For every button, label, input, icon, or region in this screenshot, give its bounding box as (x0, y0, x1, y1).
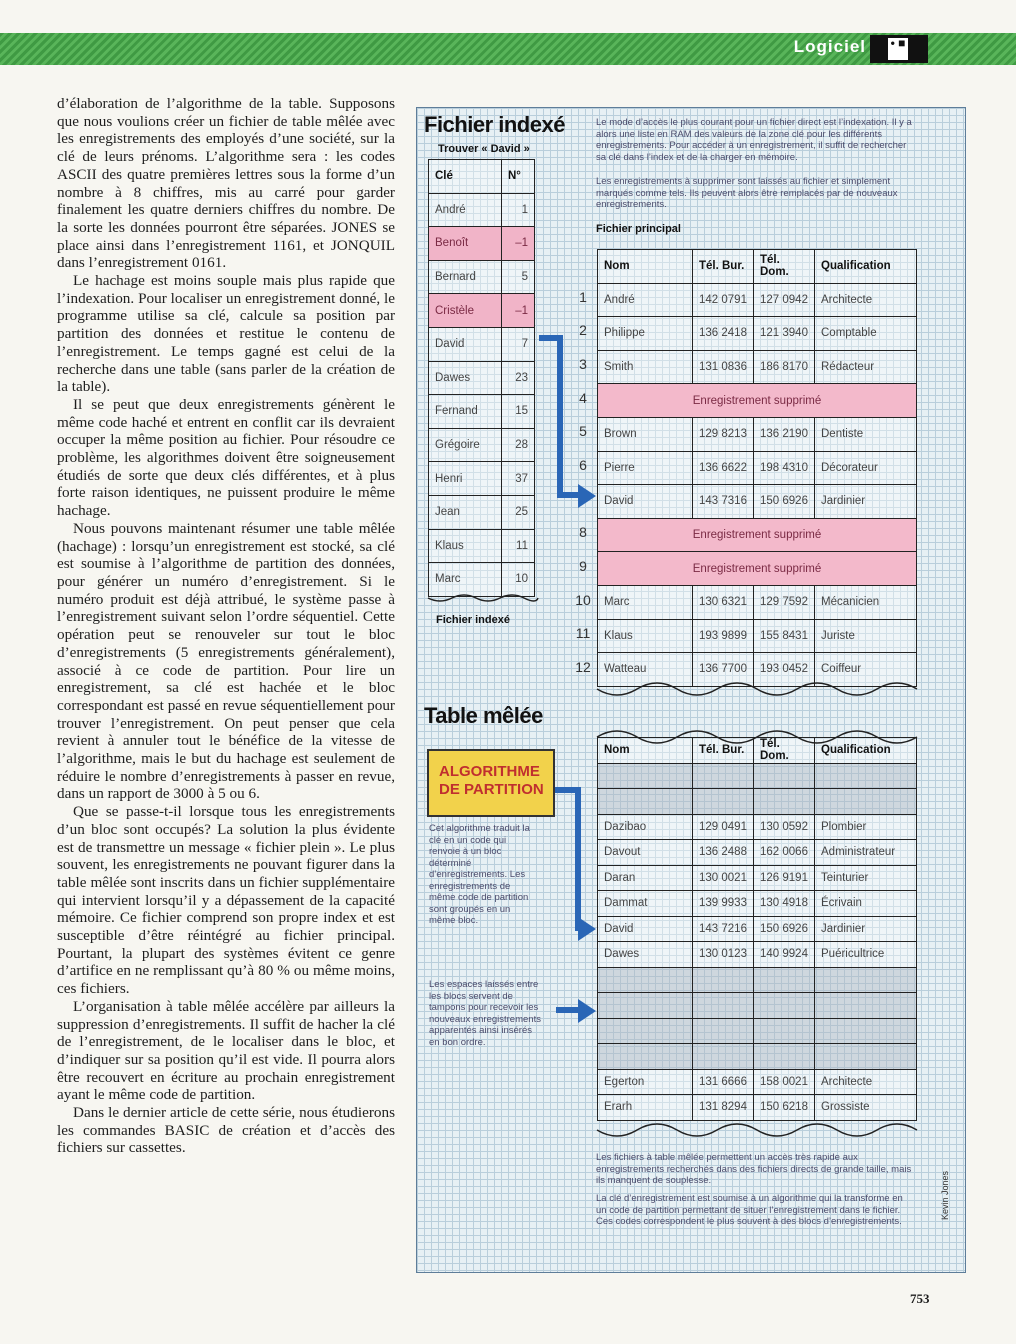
cell-qual: Grossiste (815, 1095, 917, 1121)
index-key: André (429, 193, 502, 227)
cell-name: Philippe (598, 317, 693, 351)
cell-dom: 140 9924 (754, 942, 815, 968)
cell-name: Dammat (598, 891, 693, 917)
cell-bur: 131 0836 (693, 350, 754, 384)
cell-dom: 162 0066 (754, 840, 815, 866)
cell-qual: Administrateur (815, 840, 917, 866)
cell-qual: Jardinier (815, 485, 917, 519)
index-num: 15 (502, 395, 535, 429)
cell-qual: Architecte (815, 1069, 917, 1095)
main-col-name: Nom (598, 250, 693, 284)
hash-col-qual: Qualification (815, 738, 917, 764)
cell-name: Marc (598, 585, 693, 619)
paragraph: Il se peut que deux enregistrements génèrent le même code haché et entrent en conflit car ils devraient occuper la même position au fichier. Pour résoudre ce problème, les algorithmes doivent être soigneusement étudiés de sorte que deux clés différentes, et à plus forte raison identiques, ne puissent produire le même hachage. (57, 395, 395, 520)
cell-dom: 198 4310 (754, 451, 815, 485)
cell-bur: 143 7216 (693, 916, 754, 942)
illustrator-credit: Kevin Jones (940, 1170, 950, 1220)
row-number: 12 (575, 659, 591, 675)
paragraph: d’élaboration de l’algorithme de la table. Supposons que nous voulions créer un fichier de table mêlée avec les enregistrements des employés d’une société, sur la clé de leurs prénoms. L’algorithme sera : les codes ASCII des quatre premières lettres sous la forme d’un nombre à 8 chiffres, mis au carré pour garder finalement les quatre derniers chiffres du nombre. De la sorte les données pourront être séparées. JONES se place ainsi dans l’enregistrement 1161, et JONQUIL dans l’enregistrement 0161. (57, 95, 395, 272)
cell-qual: Coiffeur (815, 653, 917, 687)
cell-bur: 130 0123 (693, 942, 754, 968)
index-num: 1 (502, 193, 535, 227)
hash-note-3: Les fichiers à table mêlée permettent un accès très rapide aux enregistrements recherchés dans des fichiers directs de grande taille, mais ils manquent de souplesse. (596, 1152, 912, 1186)
algo-label-2: DE PARTITION (439, 781, 544, 798)
paragraph: L’organisation à table mêlée accélère par ailleurs la suppression d’enregistrements. Il suffit de hacher la clé de l’enregistrement, de le localiser dans le bloc, et d’indiquer sur sa position qu’il est vide. Il pourra alors être recouvert en écriture au prochain enregistrement ayant le même code de partition. (57, 997, 395, 1104)
cell-qual: Architecte (815, 283, 917, 317)
index-col-key: Clé (429, 160, 502, 194)
row-number: 10 (575, 592, 591, 608)
main-col-qual: Qualification (815, 250, 917, 284)
row-number: 1 (579, 289, 587, 305)
row-number: 3 (579, 356, 587, 372)
cell-qual: Dentiste (815, 417, 917, 451)
index-key: Jean (429, 495, 502, 529)
cell-dom: 150 6218 (754, 1095, 815, 1121)
index-key: Dawes (429, 361, 502, 395)
index-key: Cristèle (429, 294, 502, 328)
index-num: 5 (502, 260, 535, 294)
cell-dom: 130 0592 (754, 814, 815, 840)
deleted-record: Enregistrement supprimé (598, 518, 917, 552)
cell-dom: 186 8170 (754, 350, 815, 384)
algo-to-block-arrow (555, 790, 582, 928)
indexed-note-2: Les enregistrements à supprimer sont laissés au fichier et simplement marqués comme tels. Ils peuvent alors être remplacés par de nouveaux enregistrements. (596, 176, 898, 210)
cell-name: Daran (598, 865, 693, 891)
index-num: –1 (502, 227, 535, 261)
page-number: 753 (910, 1291, 930, 1306)
cell-name: André (598, 283, 693, 317)
hash-col-dom: Tél. Dom. (754, 738, 815, 764)
hash-top-torn-edge (597, 731, 917, 743)
cell-qual: Comptable (815, 317, 917, 351)
cell-qual: Juriste (815, 619, 917, 653)
paragraph: Que se passe-t-il lorsque tous les enregistrements d’un bloc sont occupés? La solution la plus évidente est de transmettre un message « fichier plein ». Le plus souvent, les enregistrements ne pouvant figurer dans la table mêlée sont inscrits dans un fichier supplémentaire qui intervient lorsqu’il y a dépassement de la capacité mémoire. Ce fichier comprend son propre index et est susceptible d’être réintégré au fichier principal. Pourtant, la plupart des systèmes évitent ce genre d’artifice en ne remplissant qu’à 80 % ou même moins, ces fichiers. (57, 803, 395, 998)
cell-name: Dazibao (598, 814, 693, 840)
cell-dom: 150 6926 (754, 485, 815, 519)
cell-name: Dawes (598, 942, 693, 968)
cell-bur: 136 6622 (693, 451, 754, 485)
cell-dom: 130 4918 (754, 891, 815, 917)
hash-col-bur: Tél. Bur. (693, 738, 754, 764)
deleted-record: Enregistrement supprimé (598, 384, 917, 418)
paragraph: Le hachage est moins souple mais plus rapide que l’indexation. Pour localiser un enregistrement donné, le programme utilise sa clé, calcule sa position par partition des données et restitue le contenu de l’enregistrement. Le temps gagné est celui de la recherche dans une table (sans parler de la création de la table). (57, 272, 395, 396)
cell-name: Smith (598, 350, 693, 384)
row-number: 4 (579, 390, 587, 406)
hash-title: Table mêlée (424, 703, 543, 728)
row-number: 2 (579, 322, 587, 338)
paragraph: Dans le dernier article de cette série, nous étudierons les commandes BASIC de création et d’accès des fichiers sur cassettes. (57, 1104, 395, 1157)
cell-dom: 126 9191 (754, 865, 815, 891)
cell-dom: 158 0021 (754, 1069, 815, 1095)
cell-bur: 129 8213 (693, 417, 754, 451)
index-caption: Fichier indexé (436, 614, 510, 626)
cell-qual: Jardinier (815, 916, 917, 942)
cell-qual: Décorateur (815, 451, 917, 485)
cell-bur: 136 7700 (693, 653, 754, 687)
main-torn-edge (597, 683, 917, 695)
cell-qual: Plombier (815, 814, 917, 840)
index-key: Bernard (429, 260, 502, 294)
index-key: Marc (429, 563, 502, 597)
cell-dom: 127 0942 (754, 283, 815, 317)
index-key: Henri (429, 462, 502, 496)
row-number: 5 (579, 423, 587, 439)
hash-col-name: Nom (598, 738, 693, 764)
index-key: Grégoire (429, 428, 502, 462)
main-col-bur: Tél. Bur. (693, 250, 754, 284)
index-key: Benoît (429, 227, 502, 261)
hash-note-1: Cet algorithme traduit la clé en un code qui renvoie à un bloc déterminé d’enregistrements. Les enregistrements de même code de partition sont groupés en un même bloc. (429, 823, 530, 926)
index-num: –1 (502, 294, 535, 328)
cell-bur: 131 8294 (693, 1095, 754, 1121)
arrow-head-icon (578, 917, 596, 941)
cell-bur: 142 0791 (693, 283, 754, 317)
hash-note-4: La clé d’enregistrement est soumise à un algorithme qui la transforme en un code de partition permettant de situer l’enregistrement dans le fichier. Ces codes correspondent le plus souvent à des blocs d’enregistrements. (596, 1193, 903, 1227)
cell-name: Davout (598, 840, 693, 866)
cell-name: Erarh (598, 1095, 693, 1121)
main-col-dom: Tél. Dom. (754, 250, 815, 284)
cell-qual: Teinturier (815, 865, 917, 891)
row-number: 6 (579, 457, 587, 473)
cell-bur: 130 6321 (693, 585, 754, 619)
row-number: 11 (575, 625, 591, 641)
index-num: 11 (502, 529, 535, 563)
cell-name: Brown (598, 417, 693, 451)
index-num: 28 (502, 428, 535, 462)
row-number: 9 (579, 558, 587, 574)
cell-bur: 193 9899 (693, 619, 754, 653)
cell-name: Klaus (598, 619, 693, 653)
indexed-title: Fichier indexé (424, 112, 565, 137)
cell-name: Watteau (598, 653, 693, 687)
arrow-head-icon (578, 999, 596, 1023)
cell-bur: 136 2488 (693, 840, 754, 866)
cell-dom: 193 0452 (754, 653, 815, 687)
cell-dom: 150 6926 (754, 916, 815, 942)
cell-name: Pierre (598, 451, 693, 485)
cell-qual: Écrivain (815, 891, 917, 917)
cell-qual: Rédacteur (815, 350, 917, 384)
cell-bur: 139 9933 (693, 891, 754, 917)
cell-bur: 143 7316 (693, 485, 754, 519)
section-title: Logiciel (793, 37, 866, 56)
cell-qual: Mécanicien (815, 585, 917, 619)
cell-bur: 136 2418 (693, 317, 754, 351)
hash-torn-edge (597, 1124, 917, 1136)
arrow-head-icon (578, 484, 596, 508)
index-to-record-arrow (539, 338, 580, 495)
cell-name: Egerton (598, 1069, 693, 1095)
paragraph: Nous pouvons maintenant résumer une table mêlée (hachage) : lorsqu’un enregistrement est stocké, sa clé est soumise à l’algorithme de partition des données, pour générer un numéro d’enregistrement. Si le numéro produit est déjà attribué, le système passe à l’enregistrement suivant selon l’ordre séquentiel. Cette opération peut se renouveler sur tout le bloc d’enregistrements (5 enregistrements généralement), associé à ce code de partition. Pour lire un enregistrement, sa clé est hachée et le bloc correspondant est passé en revue séquentiellement pour trouver l’enregistrement. On peut penser que cela revient à annuler tout le bénéfice de la vitesse de l’algorithme, mais le but du hachage est seulement de réduire le nombre d’enregistrements à passer en revue, dans un rapport de 3000 à 5 ou 6. (57, 519, 395, 803)
index-num: 10 (502, 563, 535, 597)
row-number: 8 (579, 524, 587, 540)
index-num: 25 (502, 495, 535, 529)
algo-label-1: ALGORITHME (439, 763, 540, 780)
main-file-label: Fichier principal (596, 223, 681, 235)
cell-bur: 131 6666 (693, 1069, 754, 1095)
cell-name: David (598, 485, 693, 519)
search-label: Trouver « David » (438, 143, 530, 155)
cell-bur: 129 0491 (693, 814, 754, 840)
index-key: Klaus (429, 529, 502, 563)
cell-dom: 121 3940 (754, 317, 815, 351)
cell-bur: 130 0021 (693, 865, 754, 891)
cell-dom: 155 8431 (754, 619, 815, 653)
index-num: 23 (502, 361, 535, 395)
cell-dom: 129 7592 (754, 585, 815, 619)
cell-name: David (598, 916, 693, 942)
logo-glyph: • ■ (888, 38, 908, 60)
hash-note-2: Les espaces laissés entre les blocs servent de tampons pour recevoir les nouveaux enregistrements apparentés ainsi insérés en bon ordre. (429, 979, 541, 1048)
index-col-num: N° (502, 160, 535, 194)
indexed-note-1: Le mode d’accès le plus courant pour un fichier direct est l’indexation. Il y a alors une liste en RAM des valeurs de la zone clé pour les différents enregistrements. Pour accéder à un enregistrement, il suffit de rechercher sa clé dans l’index et de la charger en mémoire. (596, 117, 912, 163)
index-num: 7 (502, 327, 535, 361)
index-num: 37 (502, 462, 535, 496)
index-torn-edge (428, 595, 538, 601)
index-key: Fernand (429, 395, 502, 429)
cell-qual: Puéricultrice (815, 942, 917, 968)
deleted-record: Enregistrement supprimé (598, 552, 917, 586)
cell-dom: 136 2190 (754, 417, 815, 451)
index-key: David (429, 327, 502, 361)
